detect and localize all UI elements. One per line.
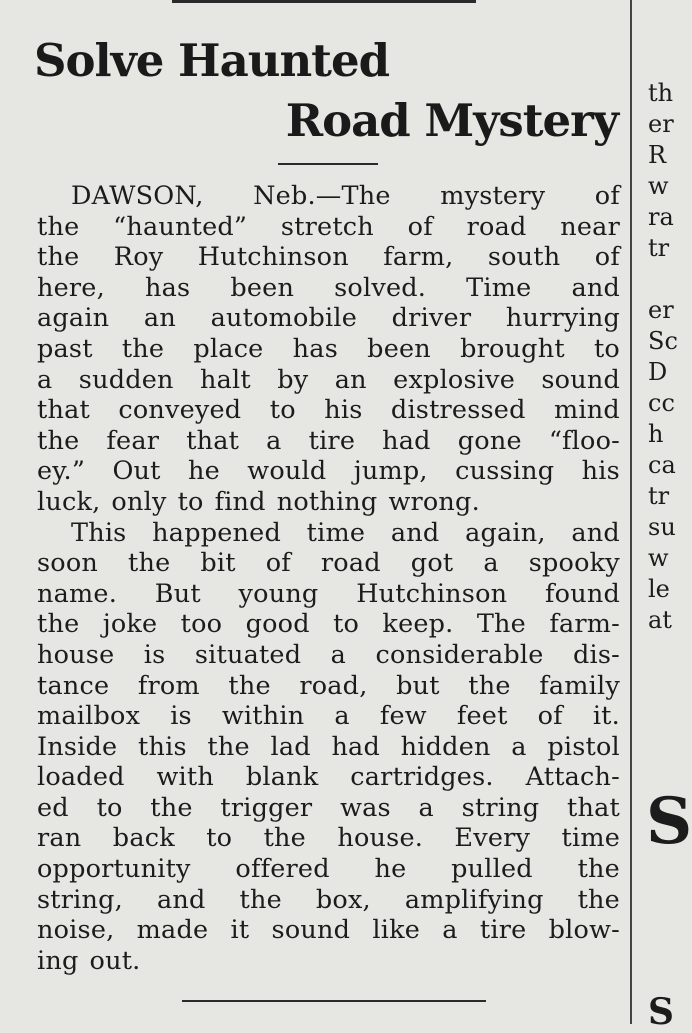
- article-word: the: [37, 609, 80, 640]
- adjacent-column-fragment: er: [648, 110, 674, 138]
- article-word: tance: [37, 670, 110, 701]
- article-word: Hutchinson: [197, 242, 349, 273]
- article-word: situated: [194, 639, 302, 670]
- article-word: joke: [102, 609, 158, 640]
- article-word: stretch: [280, 211, 374, 242]
- article-word: a: [37, 364, 53, 395]
- article-word: spooky: [528, 548, 620, 579]
- article-word: to: [269, 395, 296, 426]
- article-line: [37, 212, 620, 243]
- column-divider: [630, 0, 632, 1024]
- article-line: [37, 701, 620, 732]
- article-line: [37, 915, 620, 946]
- article-word: an: [143, 303, 176, 334]
- article-word: and: [390, 517, 440, 548]
- article-word: he: [188, 456, 220, 487]
- article-word: string: [461, 792, 540, 823]
- article-word: The: [476, 609, 526, 640]
- article-word: family: [539, 670, 620, 701]
- article-word: tire: [479, 915, 527, 946]
- adjacent-column-fragment: D: [648, 358, 668, 386]
- article-line: [37, 762, 620, 793]
- article-word: house: [37, 639, 115, 670]
- adjacent-column-fragment: w: [648, 172, 669, 200]
- article-word: within: [221, 701, 305, 732]
- article-line: [37, 732, 620, 763]
- article-word: that: [567, 792, 620, 823]
- article-word: hidden: [400, 731, 491, 762]
- article-word: farm-: [549, 609, 620, 640]
- article-word: Time: [466, 272, 532, 303]
- article-line: [37, 395, 620, 426]
- article-line: [37, 334, 620, 365]
- article-word: was: [340, 792, 391, 823]
- adjacent-column: [648, 78, 678, 636]
- headline-line-1: Solve Haunted: [34, 34, 390, 87]
- adjacent-column-fragment: ca: [648, 451, 676, 479]
- article-word: south: [487, 242, 561, 273]
- article-line: [37, 181, 620, 212]
- article-word: amplifying: [404, 884, 544, 915]
- article-word: has: [292, 333, 338, 364]
- headline-rule: [278, 163, 378, 165]
- article-word: the: [577, 884, 620, 915]
- article-line: [37, 518, 620, 549]
- article-word: out.: [89, 945, 141, 976]
- article-word: “floo-: [548, 425, 620, 456]
- article-word: the: [37, 425, 80, 456]
- article-word: Every: [454, 823, 531, 854]
- article-body: [37, 181, 620, 976]
- article-line: [37, 946, 620, 977]
- article-word: had: [382, 425, 431, 456]
- article-word: would: [247, 456, 327, 487]
- article-word: loaded: [37, 762, 125, 793]
- article-word: DAWSON,: [71, 181, 204, 211]
- article-word: offered: [235, 854, 330, 885]
- article-word: cussing: [455, 456, 555, 487]
- article-line: [37, 548, 620, 579]
- article-word: the: [150, 792, 193, 823]
- article-word: of: [537, 701, 563, 732]
- article-word: automobile: [210, 303, 358, 334]
- article-word: Attach-: [525, 762, 620, 793]
- article-word: ran: [37, 823, 82, 854]
- article-word: house.: [337, 823, 424, 854]
- adjacent-column-fragment: h: [648, 420, 664, 448]
- article-word: with: [156, 762, 214, 793]
- article-line: [37, 303, 620, 334]
- article-word: found: [545, 578, 620, 609]
- article-word: gone: [457, 425, 522, 456]
- article-word: mind: [554, 395, 620, 426]
- article-word: Neb.—The: [253, 181, 391, 211]
- article-word: halt: [200, 364, 251, 395]
- article-word: a: [266, 425, 282, 456]
- article-word: hurrying: [505, 303, 620, 334]
- article-word: time: [561, 823, 620, 854]
- article-line: [37, 487, 620, 518]
- article-word: farm,: [383, 242, 454, 273]
- article-word: of: [594, 181, 620, 211]
- adjacent-column-fragment: su: [648, 513, 676, 541]
- article-word: road: [320, 548, 381, 579]
- article-word: Inside: [37, 731, 118, 762]
- article-word: a: [334, 701, 350, 732]
- adjacent-column-fragment: th: [648, 79, 674, 107]
- article-word: here,: [37, 272, 105, 303]
- article-word: ed: [37, 792, 69, 823]
- bottom-rule: [182, 1000, 486, 1002]
- article-word: box,: [315, 884, 371, 915]
- article-word: his: [324, 395, 363, 426]
- article-line: [37, 579, 620, 610]
- article-line: [37, 854, 620, 885]
- article-word: find: [214, 486, 266, 517]
- article-word: sound: [541, 364, 620, 395]
- article-word: This: [71, 517, 127, 548]
- article-word: blow-: [548, 915, 620, 946]
- article-word: good: [245, 609, 310, 640]
- article-word: luck,: [37, 486, 101, 517]
- article-word: cartridges.: [350, 762, 494, 793]
- article-line: [37, 609, 620, 640]
- article-word: that: [37, 395, 90, 426]
- article-word: happened: [152, 517, 281, 548]
- article-word: to: [333, 609, 360, 640]
- article-word: to: [96, 792, 123, 823]
- article-word: lad: [270, 731, 311, 762]
- article-word: only: [111, 486, 167, 517]
- article-word: from: [137, 670, 200, 701]
- adjacent-column-fragment: Sc: [648, 327, 678, 355]
- article-word: jump,: [353, 456, 428, 487]
- adjacent-column-fragment: le: [648, 575, 670, 603]
- article-word: noise,: [37, 915, 115, 946]
- article-line: [37, 640, 620, 671]
- article-word: and: [571, 272, 620, 303]
- article-word: trigger: [220, 792, 313, 823]
- article-word: Hutchinson: [356, 578, 508, 609]
- article-word: dis-: [572, 639, 620, 670]
- article-word: again: [37, 303, 110, 334]
- article-word: the: [121, 333, 165, 364]
- article-line: [37, 426, 620, 457]
- article-word: been: [230, 272, 295, 303]
- article-word: he: [374, 854, 407, 885]
- article-word: is: [143, 639, 166, 670]
- article-word: distressed: [390, 395, 526, 426]
- article-word: Roy: [113, 242, 164, 273]
- article-word: road: [466, 211, 527, 242]
- article-word: bit: [200, 548, 236, 579]
- article-word: this: [138, 731, 187, 762]
- article-word: nothing: [276, 486, 378, 517]
- article-line: [37, 242, 620, 273]
- article-word: mystery: [440, 181, 546, 211]
- article-word: it.: [592, 701, 620, 732]
- article-word: tire: [308, 425, 356, 456]
- article-line: [37, 671, 620, 702]
- article-line: [37, 885, 620, 916]
- article-word: again,: [465, 517, 546, 548]
- article-word: of: [265, 548, 291, 579]
- article-word: had: [331, 731, 380, 762]
- article-word: pistol: [547, 731, 620, 762]
- adjacent-column-large-letter: S: [646, 784, 692, 859]
- article-word: blank: [245, 762, 319, 793]
- article-word: near: [560, 211, 620, 242]
- article-word: the: [263, 823, 306, 854]
- article-word: the: [207, 731, 250, 762]
- article-word: few: [379, 701, 427, 732]
- article-word: it: [230, 915, 250, 946]
- article-word: a: [483, 548, 499, 579]
- article-word: to: [177, 486, 204, 517]
- article-word: keep.: [382, 609, 454, 640]
- article-word: conveyed: [118, 395, 242, 426]
- article-word: string,: [37, 884, 123, 915]
- article-word: a: [418, 792, 434, 823]
- adjacent-column-fragment: [648, 264, 678, 295]
- article-word: an: [334, 364, 367, 395]
- article-word: “haunted”: [113, 211, 248, 242]
- article-word: feet: [456, 701, 508, 732]
- adjacent-column-fragment: at: [648, 606, 672, 634]
- article-word: but: [396, 670, 440, 701]
- article-word: a: [330, 639, 347, 670]
- article-word: his: [581, 456, 620, 487]
- article-word: solved.: [334, 272, 427, 303]
- adjacent-column-fragment: R: [648, 141, 667, 169]
- article-line: [37, 365, 620, 396]
- adjacent-column-fragment: tr: [648, 234, 670, 262]
- article-word: name.: [37, 578, 118, 609]
- article-word: the: [228, 670, 271, 701]
- adjacent-column-fragment: w: [648, 544, 669, 572]
- article-word: a: [442, 915, 458, 946]
- article-line: [37, 456, 620, 487]
- adjacent-column-fragment: er: [648, 296, 674, 324]
- article-word: brought: [460, 333, 565, 364]
- article-word: But: [154, 578, 201, 609]
- article-word: Out: [112, 456, 161, 487]
- article-word: ing: [37, 945, 79, 976]
- article-word: place: [193, 333, 264, 364]
- adjacent-column-fragment: tr: [648, 482, 670, 510]
- article-word: and: [571, 517, 620, 548]
- article-word: has: [144, 272, 191, 303]
- article-word: past: [37, 333, 93, 364]
- article-word: that: [186, 425, 240, 456]
- article-word: of: [407, 211, 433, 242]
- article-word: fear: [106, 425, 160, 456]
- article-word: considerable: [375, 639, 544, 670]
- article-word: young: [238, 578, 319, 609]
- article-word: to: [593, 333, 620, 364]
- article-word: the: [37, 242, 80, 273]
- article-word: sound: [271, 915, 351, 946]
- article-word: back: [112, 823, 175, 854]
- article-line: [37, 823, 620, 854]
- article-word: to: [206, 823, 233, 854]
- article-word: been: [367, 333, 431, 364]
- article-word: a: [511, 731, 527, 762]
- article-word: explosive: [393, 364, 516, 395]
- article-word: road,: [299, 670, 368, 701]
- article-word: sudden: [78, 364, 174, 395]
- article-word: the: [37, 211, 80, 242]
- headline-line-2: Road Mystery: [285, 94, 618, 147]
- article-word: mailbox: [37, 701, 141, 732]
- article-word: the: [468, 670, 511, 701]
- article-line: [37, 273, 620, 304]
- article-word: time: [306, 517, 366, 548]
- article-word: is: [170, 701, 192, 732]
- article-word: pulled: [451, 854, 533, 885]
- article-word: soon: [37, 548, 99, 579]
- article-word: and: [156, 884, 206, 915]
- article-word: made: [136, 915, 209, 946]
- article-word: like: [372, 915, 421, 946]
- article-word: of: [594, 242, 620, 273]
- article-word: the: [239, 884, 282, 915]
- article-word: the: [577, 854, 620, 885]
- top-rule: [172, 0, 476, 3]
- article-word: the: [128, 548, 171, 579]
- article-word: driver: [391, 303, 472, 334]
- article-word: by: [277, 364, 309, 395]
- article-word: got: [410, 548, 454, 579]
- article-word: too: [180, 609, 223, 640]
- article-word: opportunity: [37, 854, 191, 885]
- adjacent-column-bottom-letter: S: [648, 991, 674, 1033]
- adjacent-column-fragment: cc: [648, 389, 675, 417]
- article-word: ey.”: [37, 456, 86, 487]
- adjacent-column-fragment: ra: [648, 203, 674, 231]
- article-line: [37, 793, 620, 824]
- article-word: wrong.: [388, 486, 480, 517]
